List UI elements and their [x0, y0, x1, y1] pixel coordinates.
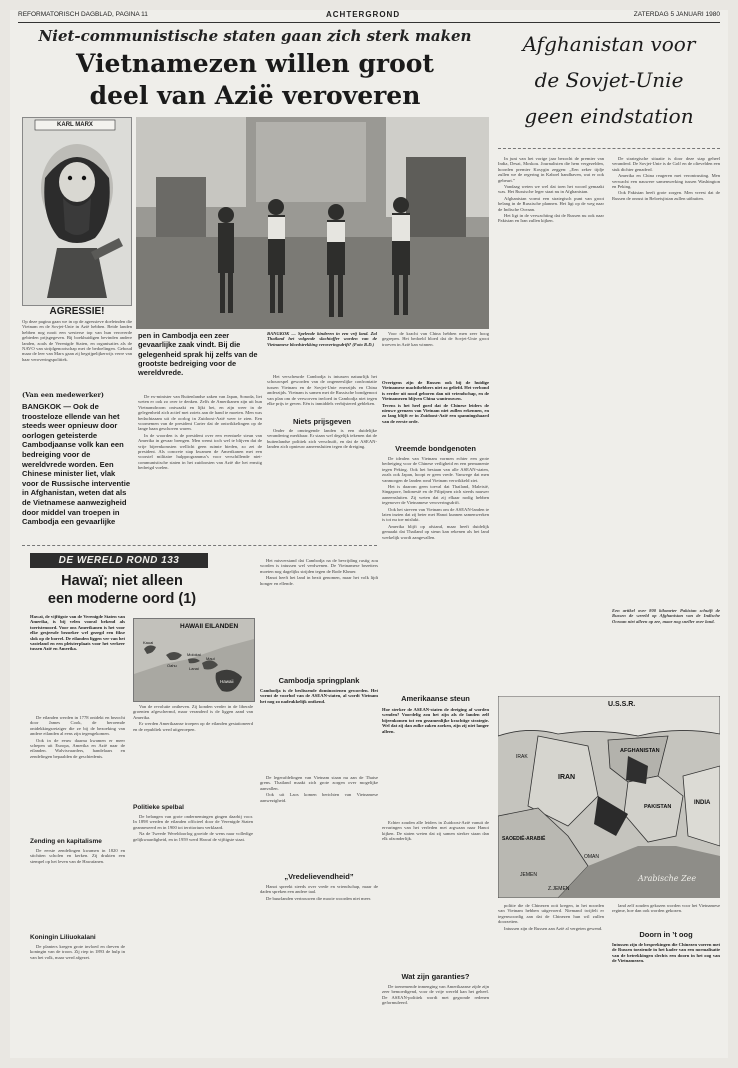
map-label-pakistan: PAKISTAN — [644, 804, 672, 810]
hawaii-mid-p2: Er werden Amerikaanse troepen op de eilanden gestationeerd en de republiek werd uitgeroepen. — [133, 721, 253, 732]
cambodja2-p1: De legerafdelingen van Vietnam staan nu aan de Thaise grens. Thailand maakt zich grote zorgen over mogelijke aanvallen. — [260, 775, 378, 791]
map-label-oman: OMAN — [584, 854, 599, 860]
cambodja-p2: Hanoi heeft het land in bezit genomen, maar het volk lijdt honger en ellende. — [260, 575, 378, 586]
main-col-d-text — [382, 820, 489, 968]
region-map — [498, 696, 720, 898]
newspaper-page — [10, 10, 728, 1058]
afghanistan-right — [612, 903, 720, 927]
headline-line-1: Vietnamezen willen groot — [76, 49, 434, 78]
map-island-hawaii: Hawaii — [220, 679, 234, 684]
cambodja-col3 — [260, 884, 378, 1050]
subhead-politieke-spelbal: Politieke spelbal — [133, 804, 184, 811]
afghanistan-title-2: de Sovjet-Unie — [534, 68, 684, 92]
hawaii-mid2-p1: De belangen van grote ondernemingen gingen daarbij voor. In 1898 werden de eilanden officieel door de Verenigde Staten geannexeerd en in 1900 tot territorium verklaard. — [133, 814, 253, 830]
map-label-iran: IRAN — [558, 774, 576, 781]
hawaii-col-b — [30, 848, 125, 930]
subhead-wat-zijn-garanties: Wat zijn garanties? — [401, 972, 470, 981]
afghanistan-below-p2: Intussen zijn de Russen aan Azië al vergeten gewend. — [504, 925, 603, 931]
subhead-niets-prijsgeven: Niets prijsgeven — [293, 417, 351, 426]
main-col-c3-p2: Amerika blijft op afstand, maar heeft duidelijk gemaakt dat Thailand op steun kan rekenen als het land werkelijk wordt aangevallen. — [382, 523, 489, 540]
main-col-c2-p1: De idealen van Vietnam vormen echter een grote bedreiging voor de Chinese veiligheid en een permanente tegen Peking. Ook het bestaan van alle ASEAN-staten, zoals ook Japan, hoopt er geen vrede. Vanwege dat men vanmorgen de landen rond Vietnam verwikkeld ziet. — [382, 456, 489, 483]
afghanistan-c1-p3: Afghanistan vormt een strategisch punt van groot belang in de Russische plannen. Het ligt op de weg naar de Indische Oceaan. — [498, 195, 604, 212]
hawaii-mid2-p2: Na de Tweede Wereldoorlog groeide de wens naar volledige gelijkwaardigheid, en in 1959 werd Hawaï de vijftigste staat. — [133, 831, 253, 842]
afghanistan-c1-p2: Vandaag weten we wel dat toen het woord gemaakt was. Het Russische leger staat nu in Afghanistan. — [498, 184, 604, 195]
main-col-b-p1: Het verscheurde Cambodja is intussen natuurlijk het schouwspel geworden van de ongeneeslijke confrontatie tussen Vietnam en de Sovjet-Unie enerzijds en China anderzijds. Vietnam is samen met de Russische bondgenoot van plan om de verworven invloed in Cambodja niet tegen elke prijs te geven. Eén is inmiddels verbijstered gebleken. — [267, 374, 377, 407]
afghanistan-below — [498, 903, 604, 1050]
main-col-c — [382, 456, 489, 688]
cambodja-col2 — [260, 775, 378, 869]
map-label-afghanistan: AFGHANISTAN — [620, 748, 660, 754]
main-col-c-top — [382, 331, 489, 377]
cambodja3-p2: De buurlanden vertrouwen die mooie woorden niet meer. — [266, 895, 372, 901]
hawaii-mid — [133, 704, 253, 800]
hawaii-mid2 — [133, 814, 253, 1050]
map-island-lanai: Lanai — [189, 666, 199, 671]
afghanistan-col-2 — [612, 156, 720, 604]
lead-text: BANGKOK — Ook de troosteloze ellende van het steeds weer opnieuw door oorlogen geteisterde Cambodjaanse volk kan een bedreiging voor de wereldvrede worden. Een Chinese minister liet, vlak voor de Russische interventie in Afghanistan, weten dat als de Vietnamese aanwezigheid door middel van troepen in Cambodja een gevaarlijke — [22, 402, 131, 526]
afghanistan-below-p1: politie die de Chinezen ooit kregen, in het noorden van Vietnam hebben uitgevoerd. Niemand twijfelt er tegenwoordig aan dat de Chinezen hun wil zullen doorzetten. — [498, 903, 604, 925]
issue-date: ZATERDAG 5 JANUARI 1980 — [633, 11, 720, 18]
main-col-c-p2: Overigens zijn de Russen ook bij de huidige Vietnamese machthebbers niet zo geliefd. Het verbond is eerder uit nood geboren dan uit vriendschap, en de Vietnamezen blijven China wantrouwen. — [382, 380, 489, 402]
photo-caption: BANGKOK — Spelende kinderen in een vrij land. Zal Thailand het volgende slachtoffer worden van de Vietnamese bloedstrekking veroveringsdrift? (Foto R.D.) — [267, 331, 377, 347]
kicker: Niet-communistische staten gaan zich sterk maken — [38, 27, 472, 45]
cartoon-sign: KARL MARX — [57, 122, 93, 128]
afghanistan-c2-p1: De strategische situatie is door deze stap geheel veranderd. De Sovjet-Unie is de Golf en de olievelden een stuk dichter genaderd. — [612, 156, 720, 172]
main-col-d-bold: Hoe sterker de ASEAN-staten de dreiging af worden wenden? Voordelig zou het zijn als de landen zelf bijeenkomen tot een gezamenlijke krachtige strategie. Wel dat zij dan zulke zaken zoeken, zijn zij niet langer alleen. — [382, 707, 489, 734]
hawaii-col-c-p1: De planters kregen grote invloed en dreven de koningin van de troon. Zij riep in 1893 de hulp in van het volk, maar werd afgezet. — [30, 944, 125, 960]
map-label-ussr: U.S.S.R. — [608, 701, 636, 708]
main-col-c-p3: Tevens is het heel goed dat de Chinese leiders de nieuwe grenzen van Vietnam niet zullen erkennen, en zo lang blijft er in Zuidoost-Azië een spanningshaard van de eerste orde. — [382, 402, 489, 424]
map-label-irak: IRAK — [516, 754, 528, 760]
map-label-saudi: SAOEDIË-ARABIË — [502, 836, 546, 842]
hawaii-map-title: HAWAII EILANDEN — [180, 623, 239, 630]
subhead-liliuokalani: Koningin Liliuokalani — [30, 934, 96, 941]
cartoon-caption: Op deze pagina gaan we in op de agressieve doeleinden die Vietnam en de Sovjet-Unie in Azië hebben. Beide landen hebben nog nooit een westerse top van hun veroverde gebieden prijsgegeven. Bij boekhuidigen bevinden andere landen, zoals de Verenigde Staten, en organisaties als de NAVO van strijdgenootschap met de bedoelingen. Geboud maar de leer van Marx gaan zij begrijpelijkerwijs verre van haar veroveringspolitiek. — [22, 319, 132, 362]
map-island-molokai: Molokai — [187, 652, 201, 657]
cambodja3-p1: Hanoi spreekt steeds over vrede en vriendschap, maar de daden spreken een andere taal. — [260, 884, 378, 895]
hawaii-mid-p1: Van de revolutie ontheven. Zij konden verder in de liberale groenten afgeschermd, maar veranderd is de liggen aand van Amerika. — [133, 704, 253, 720]
map-island-maui: Maui — [206, 656, 215, 661]
hawaii-map — [133, 618, 255, 702]
main-col-d2 — [382, 984, 489, 1050]
subhead-doorn-in-t-oog: Doorn in ’t oog — [639, 930, 693, 939]
cartoon-title: AGRESSIE! — [49, 306, 105, 317]
cambodja-bold: Cambodja is de beslissende dominostenen geworden. Het vormt de voorhof van de ASEAN-staten, al wordt Vietnam het nog zo nadrukkelijk ontkend. — [260, 688, 378, 704]
hawaii-map-drawing — [134, 619, 254, 701]
cambodja2-p2: Ook uit Laos komen berichten van Vietnamese aanwezigheid. — [260, 792, 378, 803]
main-col-c3-p1: Ook het streven van Vietnam om de ASEAN-landen te laten inzien dat zij beter met Hanoi kunnen samenwerken is tot nu toe mislukt. — [382, 506, 489, 523]
byline: (Van een medewerker) — [22, 391, 104, 399]
afghanistan-title-1: Afghanistan voor — [522, 32, 696, 56]
map-label-arabische-zee: Arabische Zee — [638, 874, 697, 883]
main-col-a-p1: De ex-minister van Buitenlandse zaken van Japan, Sonoda, liet weten er ook zo over te denken. Zelfs de Amerikanen zijn uit hun Vietnamdroom ontwaakt en lijkt het, en zijn weer in de gelegenheid zich actief met zoiets aan de hand te moeien. Men was bedachtzaam uit de oorlog in Zuidoost-Azië weer te zien. Een voornemen van de president Carter dat de ontwikkelingen op de lange baan geschoven waren. — [138, 394, 262, 432]
main-col-b — [267, 428, 377, 538]
hawaii-col-a-p1: De eilanden werden in 1778 ontdekt en bezocht door James Cook, de beroemde ontdekkingsreiziger die ze bij de bezoeking van andere eilanden al eens zijn tegengekomen. — [30, 715, 125, 737]
region-map-drawing — [498, 696, 720, 898]
paper-name: REFORMATORISCH DAGBLAD, PAGINA 11 — [18, 11, 148, 18]
afghanistan-title-3: geen eindstation — [524, 104, 694, 128]
wereld-rond-banner: DE WERELD ROND 133 — [30, 553, 208, 568]
afghanistan-c1-p1: In juni van het vorige jaar bezocht de premier van India, Desai, Moskou. Journalisten die hem vergezelden, hoorden premier Kosygin zeggen: „Een zeker tijdje zullen we de regering in Kaboel handhaven, wat er ook gebeurt.” — [498, 156, 604, 183]
afghanistan-c2-p3: Ook Pakistan heeft grote zorgen. Men vreest dat de Russen de onrust in Beloetsjistan zullen uitbuiten. — [612, 190, 720, 201]
main-col-c-p1: Voor de kracht van China hebben men zeer hoog gegrepen. Het bedoeld bloed dat de Sovjet-Unie groot troeven in Azië kan winnen. — [382, 331, 489, 347]
wereld-rond-headline-2: een moderne oord (1) — [47, 591, 197, 607]
main-col-d2-p1: De toenemende inmenging van Amerikaanse zijde zijn zeer bemoedigend, voor de vrije wereld kan het geheel. De ASEAN-politiek wordt met gegronde redenen geformuleerd. — [382, 984, 489, 1006]
subhead-zending: Zending en kapitalisme — [30, 838, 102, 845]
map-island-oahu: Oahu — [167, 663, 177, 668]
hawaii-col-a-p2: Ook in de eeuw daarna kwamen er meer schepen uit Europa, Amerika en Azië naar de eilanden. Walvisvaarders, handelaars en zendelingen bepaalden de geschiedenis. — [30, 737, 125, 759]
section-name: ACHTERGROND — [326, 10, 401, 19]
cambodja-p1: Het misverstand dat Cambodja na de bevrijding rustig zou worden is intussen wel verdwenen. De Vietnamese bezetters moeten nog dagelijks strijden tegen de Rode Khmer. — [260, 558, 378, 574]
main-col-b-p2: Onder de omringende landen is een duidelijke verandering merkbaar. Er staan wel degelijk tekenen dat de buitenlandse politiek zich verschuift, en dat de ASEAN-landen zich opnieuw aaneensluiten tegen de dreiging. — [267, 428, 377, 450]
map-label-india: INDIA — [694, 800, 711, 806]
wereld-rond-headline-1: Hawaï; niet alleen — [61, 573, 183, 589]
map-label-jemen: JEMEN — [520, 872, 537, 878]
hawaii-col-a — [30, 715, 125, 835]
subhead-amerikaanse-steun: Amerikaanse steun — [401, 694, 470, 703]
subhead-cambodja-springplank: Cambodja springplank — [278, 676, 360, 685]
map-island-kauai: Kauai — [143, 640, 154, 645]
main-col-d-filler: Echter zouden alle leiders in Zuidoost-Azië vanuit de ervaringen van het verleden met argwaan naar Hanoi kijken. De staten weten dat zij samen sterker staan dan elk afzonderlijk. — [382, 820, 489, 842]
map-label-zjemen: Z.JEMEN — [548, 886, 570, 892]
hawaii-intro: Hawaï, de vijftigste van de Verenigde Staten van Amerika, is bij velen vooral bekend als toeristenoord. Voor ons Amerikanen is het voor elke gesjeesde bezoeker wel gezegd een fikse slok op de borrel. De eilanden liggen ver van het vasteland en een pleisterplaats voor het verkeer tussen Azië en Amerika. — [30, 614, 125, 652]
box-divider — [22, 545, 377, 546]
main-col-c2-p2: Het is daarom geen toeval dat Thailand, Maleisië, Singapore, Indonesië en de Filipijnen zich steeds nauwer aaneensluiten. Zij weten dat zij elkaar nodig hebben tegenover de Vietnamese veroveringsdrift. — [382, 484, 489, 506]
afghanistan-note: Een artikel over 800 kilometer Pakistan schuift de Russen de wereld op Afghanistan van de Indische Oceaan niet alleen op zee, maar nog sneller over land. — [612, 608, 720, 624]
afghanistan-c2-p2: Amerika en China reageren met verontrusting. Men verwacht een nauwere samenwerking tussen Washington en Peking. — [612, 173, 720, 190]
afghanistan-right-p1: land zelf zouden gekozen worden voor het Vietnamese regime, hoe dan ook worden gekozen. — [612, 903, 720, 914]
subhead-vredelievendheid: „Vredelievendheid” — [284, 872, 354, 881]
afghanistan-bold-end: Intussen zijn de besprekingen die Chinezen voeren met de Russen toeziende in het kader van een normalisatie van de betrekkingen slechts een doorn in het oog van de Vietnamezen. — [612, 942, 720, 964]
main-col-c-bold — [382, 380, 489, 442]
cartoon — [22, 117, 132, 306]
main-col-a-p2: In de woorden is de president over een eventuele steun van Amerika in gevaar brengen. Men wenst toch wel te blijven dat de vrije bijeenkomsten wellicht geen ruimte bieden, zo zei de president. Als concrete stap kwamen de Amerikanen met een voorstel militaire hulpprogramma’s voor verschillende niet-communistische staten in het zuidoosten van Azië die het ernstig bedreigd voelen. — [138, 432, 262, 471]
afghanistan-col-1 — [498, 156, 604, 696]
headline-line-2: deel van Azië veroveren — [89, 81, 421, 110]
header-rule — [18, 22, 720, 23]
main-col-b-top — [267, 374, 377, 416]
street-photo — [136, 117, 489, 329]
cambodja-col — [260, 558, 378, 672]
lead-text-cont: pen in Cambodja een zeer gevaarlijke zaak vindt. Bij die gelegenheid sprak hij zelfs van de grootste bedreiging voor de wereldvrede. — [138, 331, 258, 378]
hawaii-col-c — [30, 944, 125, 1050]
subhead-vreemde-bondgenoten: Vreemde bondgenoten — [395, 444, 476, 453]
hawaii-col-b-p1: De eerste zendelingen kwamen in 1820 en stichtten scholen en kerken. Zij drukten een stempel op het leven van de Hawaïanen. — [30, 848, 125, 864]
main-col-a — [138, 394, 262, 539]
afghanistan-c1-p4: Het ligt in de verwachting dat de Russen nu ook naar Pakistan en Iran zullen kijken. — [498, 213, 604, 224]
